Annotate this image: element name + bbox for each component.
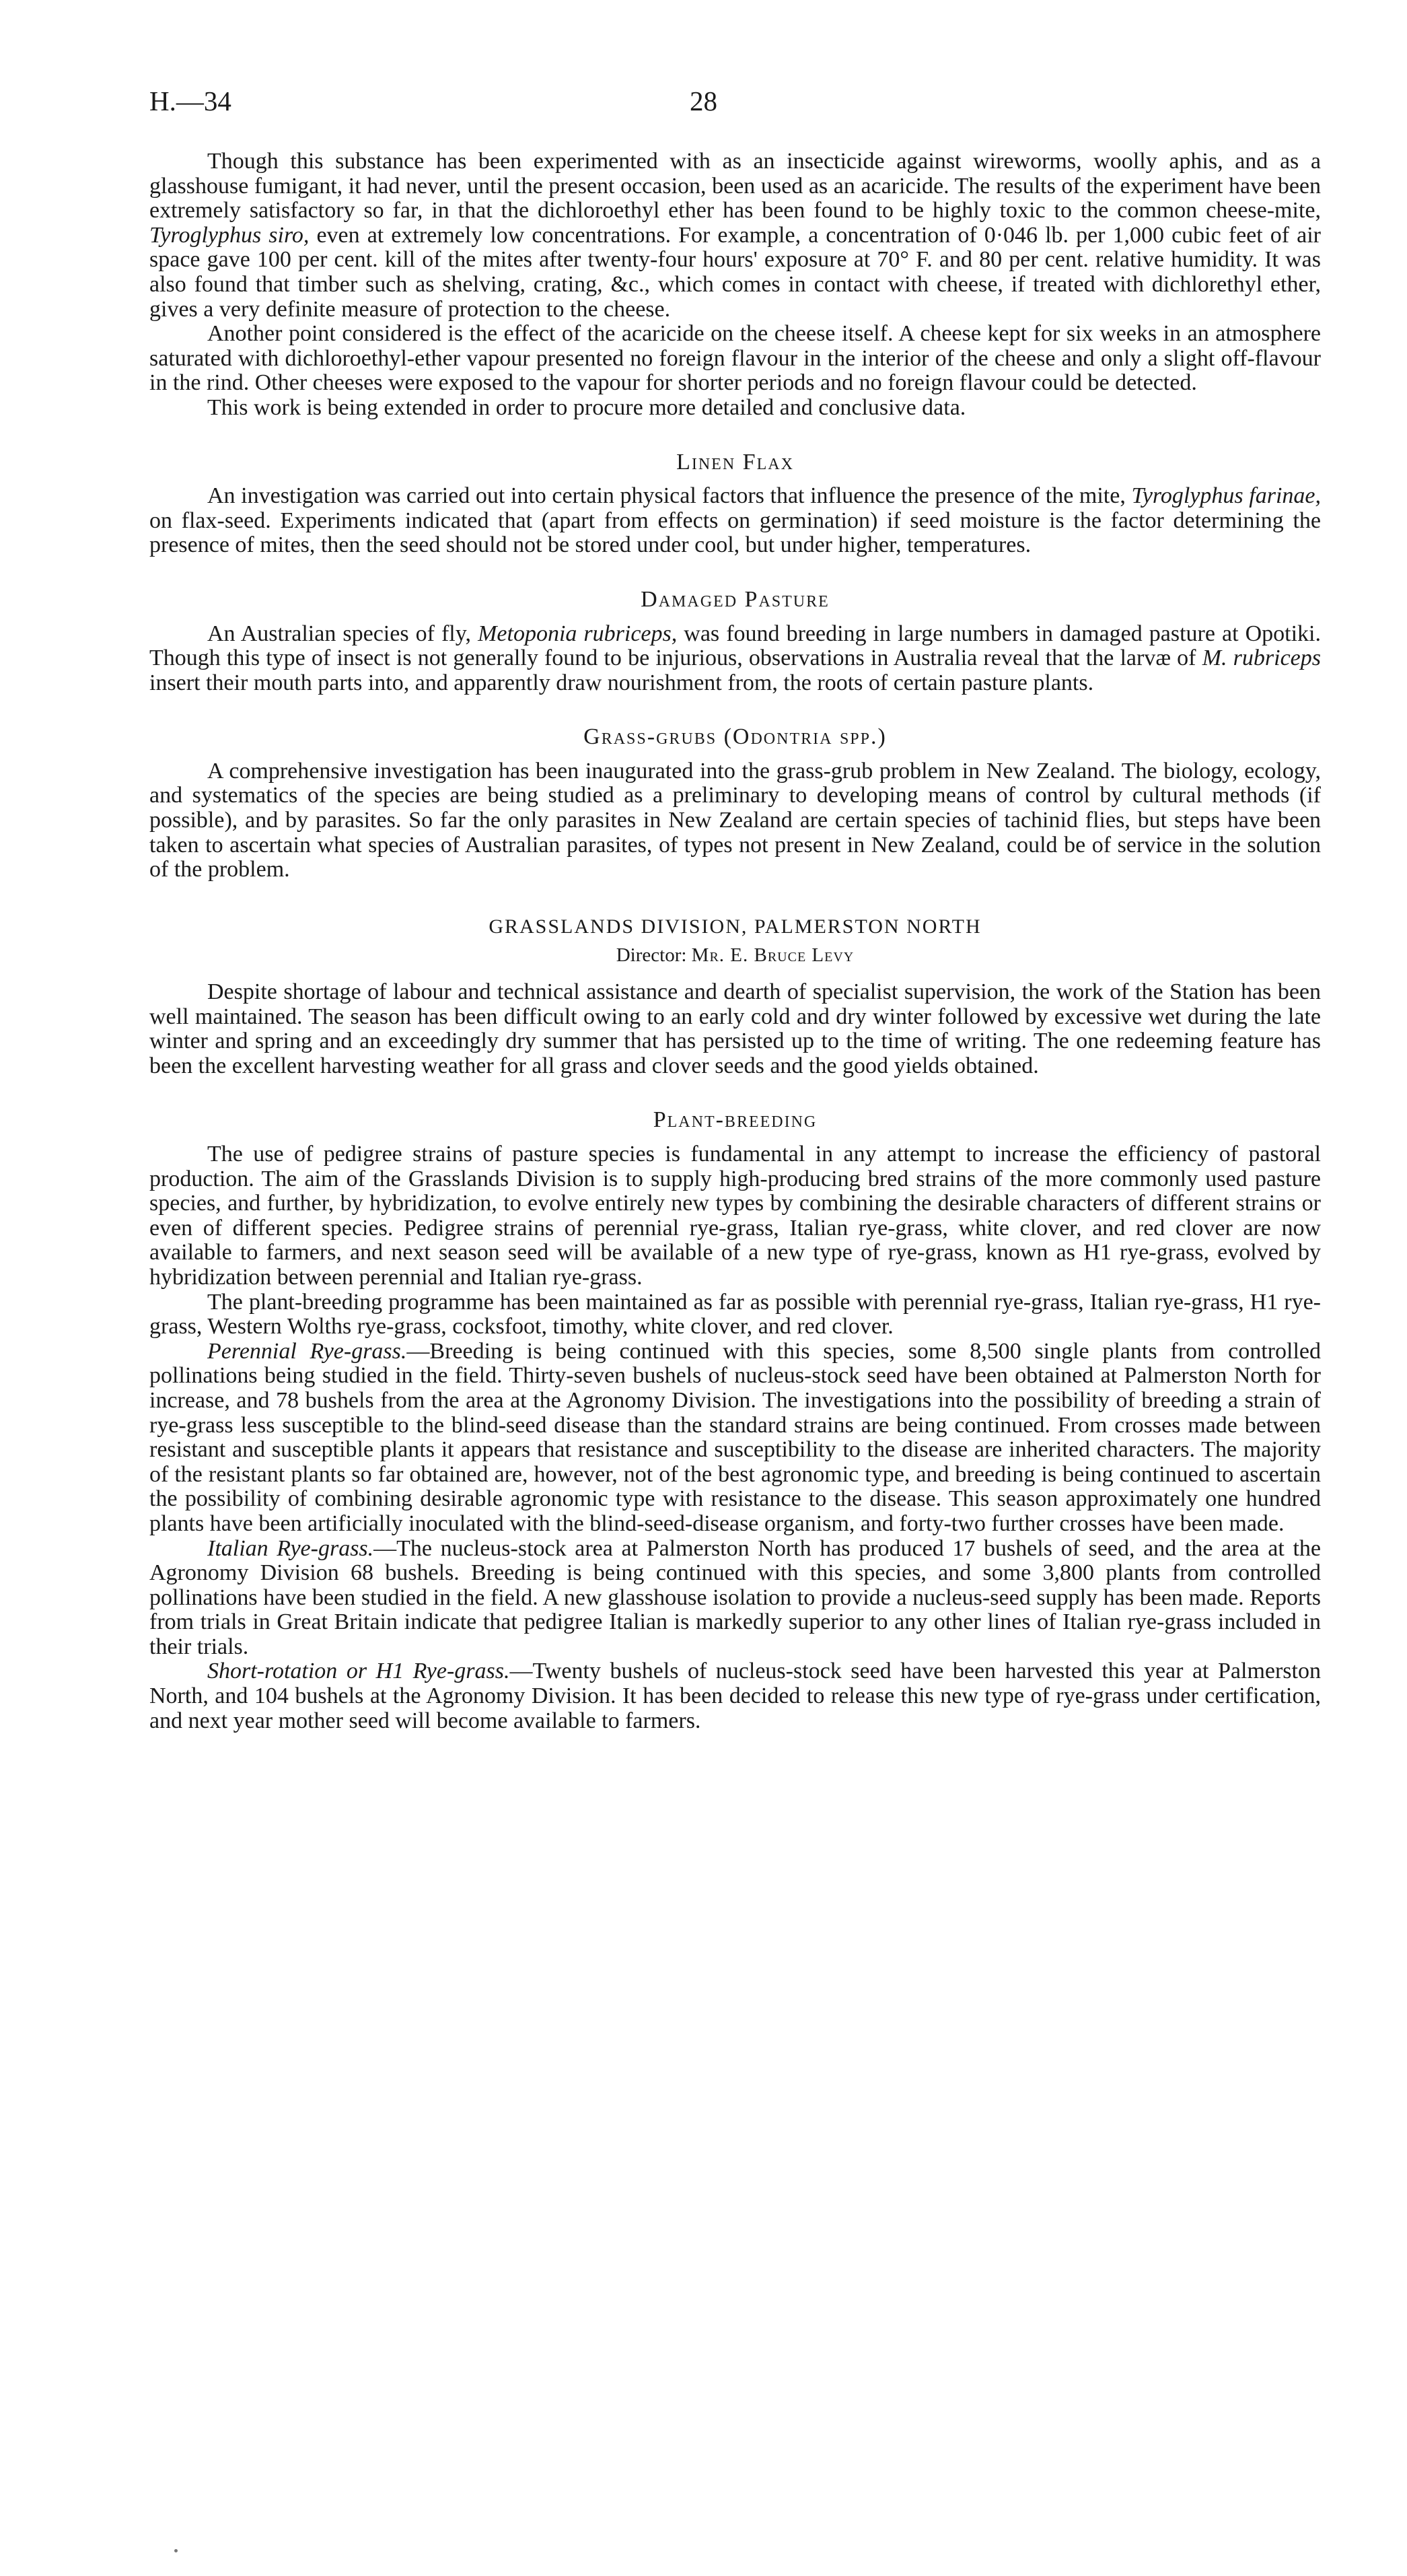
paragraph-dichloroethyl-ether: Though this substance has been experimented with as an insecticide against wireworms, woolly aphis, and as a glasshouse fumigant, it had never, until the present occasion, been used as an acaricide. The results of the experiment have been extremely satisfactory so far, in that the dichloroethyl ether has been found to be highly toxic to the common cheese-mite, Tyroglyphus siro, even at extremely low concentrations. For example, a concentration of 0·046 lb. per 1,000 cubic feet of air space gave 100 per cent. kill of the mites after twenty-four hours' exposure at 70° F. and 80 per cent. relative humidity. It was also found that timber such as shelving, crating, &c., which comes in contact with cheese, if treated with dichlorethyl ether, gives a very definite measure of protection to the cheese.	[149, 149, 1321, 322]
species-name: Tyroglyphus farinae,	[1131, 483, 1321, 509]
paragraph-short-rotation: Short-rotation or H1 Rye-grass.—Twenty bushels of nucleus-stock seed have been harvested this year at Palmerston North, and 104 bushels at the Agronomy Division. It has been decided to release this new type of rye-grass under certification, and next year mother seed will become available to farmers.	[149, 1659, 1321, 1733]
subheading-short-rotation: Short-rotation or H1 Rye-grass.	[207, 1659, 510, 1684]
report-reference: H.—34	[149, 85, 231, 116]
subheading-perennial: Perennial Rye-grass.	[207, 1338, 407, 1364]
heading-plant-breeding: Plant-breeding	[653, 1107, 818, 1133]
paragraph-italian-rye-grass: Italian Rye-grass.—The nucleus-stock area at Palmerston North has produced 17 bushels of seed, and the area at the Agronomy Division 68 bushels. Breeding is being continued with this species, and some 3,800 plants from controlled pollinations have been studied in the field. A new glasshouse isolation to provide a nucleus-seed supply has been made. Reports from trials in Great Britain indicate that pedigree Italian is markedly superior to any other lines of Italian rye-grass included in their trials.	[149, 1535, 1321, 1659]
paragraph-perennial-rye-grass: Perennial Rye-grass.—Breeding is being continued with this species, some 8,500 single plants from controlled pollinations being studied in the field. Thirty-seven bushels of nucleus-stock seed have been obtained at Palmerston North for increase, and 78 bushels from the area at the Agronomy Division. The investigations into the possibility of breeding a strain of rye-grass less susceptible to the blind-seed disease than the standard strains are being continued. From crosses made between resistant and susceptible plants it appears that resistance and susceptibility to the disease are inherited characters. The majority of the resistant plants so far obtained are, however, not of the best agronomic type, and breeding is being continued to ascertain the possibility of combining desirable agronomic type with resistance to the disease. This season approximately one hundred plants have been artificially inoculated with the blind-seed-disease organism, and forty-two further crosses have been made.	[149, 1338, 1321, 1536]
species-name: M. rubriceps	[1202, 646, 1321, 671]
heading-linen-flax: Linen Flax	[676, 449, 794, 475]
body-text	[149, 149, 1321, 1733]
scan-speck	[174, 2549, 178, 2552]
running-header	[149, 85, 1258, 125]
species-name: Tyroglyphus siro,	[149, 222, 310, 248]
subheading-italian: Italian Rye-grass.	[207, 1535, 374, 1561]
director-line: Director: Mr. E. Bruce Levy	[616, 944, 855, 967]
paragraph-damaged-pasture: An Australian species of fly, Metoponia rubriceps, was found breeding in large numbers in damaged pasture at Opotiki. Though this type of insect is not generally found to be injurious, observations in Australia reveal that the larvæ of M. rubriceps insert their mouth parts into, and apparently draw nourishment from, the roots of certain pasture plants.	[149, 621, 1321, 695]
paragraph-grass-grubs: A comprehensive investigation has been inaugurated into the grass-grub problem in New Zealand. The biology, ecology, and systematics of the species are being studied as a preliminary to developing means of control by cultural methods (if possible), and by parasites. So far the only parasites in New Zealand are certain species of tachinid flies, but steps have been taken to ascertain what species of Australian parasites, of types not present in New Zealand, could be of service in the solution of the problem.	[149, 758, 1321, 882]
paragraph-station-work: Despite shortage of labour and technical assistance and dearth of specialist supervision, the work of the Station has been well maintained. The season has been difficult owing to an early cold and dry winter followed by excessive wet during the late winter and spring and an exceedingly dry summer that has persisted up to the time of writing. The one redeeming feature has been the excellent harvesting weather for all grass and clover seeds and the good yields obtained.	[149, 979, 1321, 1078]
paragraph-work-extended: This work is being extended in order to procure more detailed and conclusive data.	[207, 394, 966, 420]
page-number: 28	[690, 85, 717, 116]
paragraph-pedigree-strains: The use of pedigree strains of pasture species is fundamental in any attempt to increase the efficiency of pastoral production. The aim of the Grasslands Division is to supply high-producing bred strains of the more commonly used pasture species, and further, by hybridization, to evolve entirely new types by combining the desirable characters of different strains or even of different species. Pedigree strains of perennial rye-grass, Italian rye-grass, white clover, and red clover are now available to farmers, and next season seed will be available of a new type of rye-grass, known as H1 rye-grass, evolved by hybridization between perennial and Italian rye-grass.	[149, 1142, 1321, 1290]
paragraph-breeding-programme: The plant-breeding programme has been maintained as far as possible with perennial rye-grass, Italian rye-grass, H1 rye-grass, Western Wolths rye-grass, cocksfoot, timothy, white clover, and red clover.	[149, 1289, 1321, 1339]
heading-grasslands-division: GRASSLANDS DIVISION, PALMERSTON NORTH	[489, 915, 982, 938]
heading-damaged-pasture: Damaged Pasture	[641, 586, 830, 612]
paragraph-linen-flax: An investigation was carried out into certain physical factors that influence the presence of the mite, Tyroglyphus farinae, on flax-seed. Experiments indicated that (apart from effects on germination) if seed moisture is the factor determining the presence of mites, then the seed should not be stored under cool, but under higher, temperatures.	[149, 483, 1321, 558]
species-name: Metoponia rubriceps,	[478, 621, 678, 646]
heading-grass-grubs: Grass-grubs (Odontria spp.)	[583, 724, 887, 750]
director-name: Mr. E. Bruce Levy	[691, 944, 855, 967]
paragraph-cheese-effect: Another point considered is the effect of the acaricide on the cheese itself. A cheese kept for six weeks in an atmosphere saturated with dichloroethyl-ether vapour presented no foreign flavour in the interior of the cheese and only a slight off-flavour in the rind. Other cheeses were exposed to the vapour for shorter periods and no foreign flavour could be detected.	[149, 321, 1321, 396]
